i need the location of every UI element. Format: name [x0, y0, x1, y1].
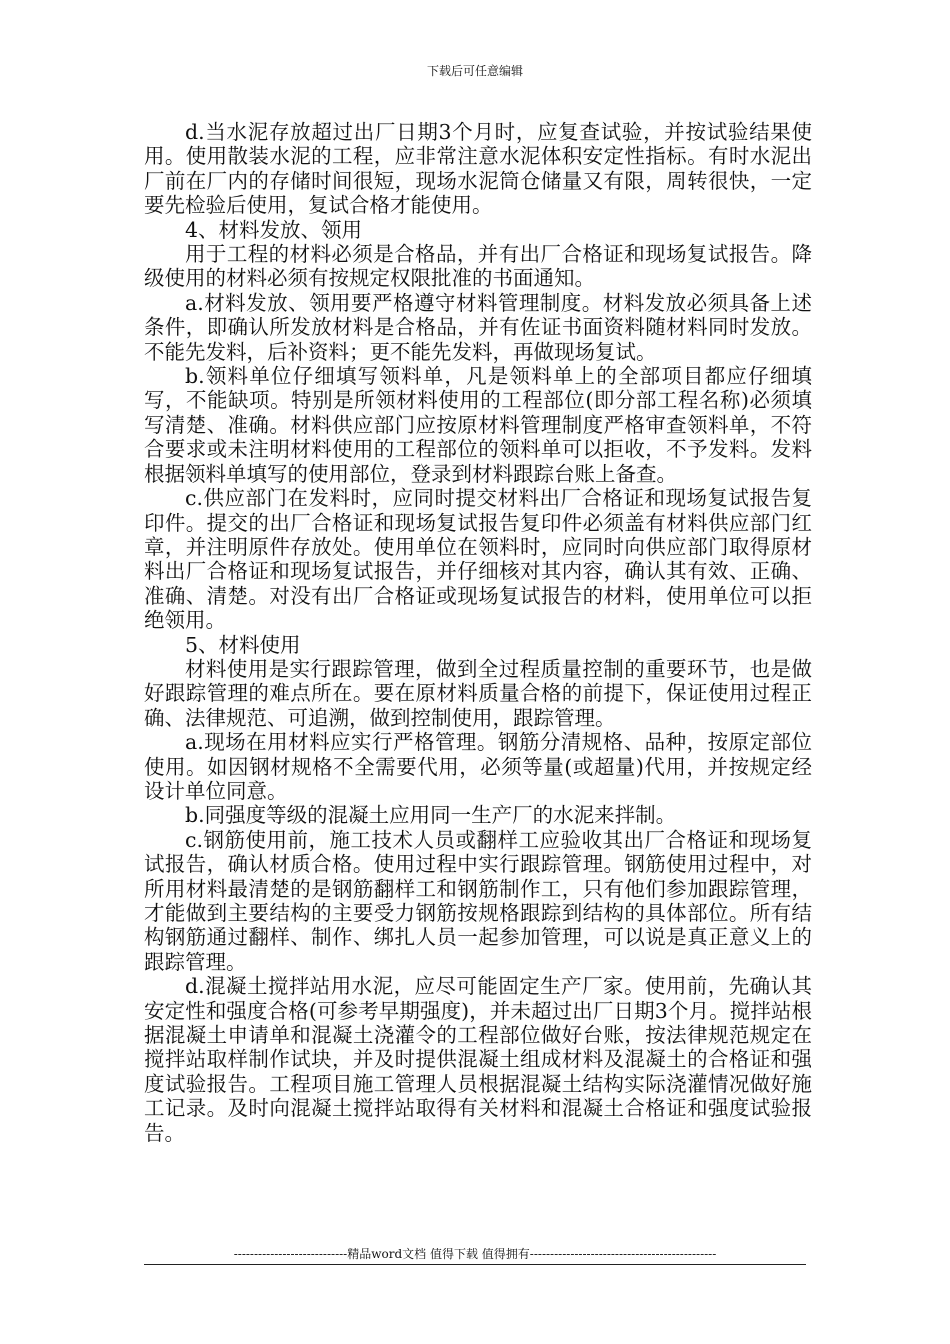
document-body	[144, 120, 812, 1145]
paragraph: 用于工程的材料必须是合格品，并有出厂合格证和现场复试报告。降级使用的材料必须有按规定权限批准的书面通知。	[144, 242, 812, 291]
paragraph: b.领料单位仔细填写领料单，凡是领料单上的全部项目都应仔细填写，不能缺项。特别是所领材料使用的工程部位(即分部工程名称)必须填写清楚、准确。材料供应部门应按原材料管理制度严格审查领料单，不符合要求或未注明材料使用的工程部位的领料单可以拒收，不予发料。发料根据领料单填写的使用部位，登录到材料跟踪台账上备查。	[144, 364, 812, 486]
paragraph: 材料使用是实行跟踪管理，做到全过程质量控制的重要环节，也是做好跟踪管理的难点所在。要在原材料质量合格的前提下，保证使用过程正确、法律规范、可追溯，做到控制使用，跟踪管理。	[144, 656, 812, 730]
page-footer: ----------------------------精品word文档 值得下载 值得拥有----------------------------------------------	[233, 1247, 717, 1261]
page-header: 下载后可任意编辑	[426, 64, 523, 78]
paragraph: a.材料发放、领用要严格遵守材料管理制度。材料发放必须具备上述条件，即确认所发放材料是合格品，并有佐证书面资料随材料同时发放。不能先发料，后补资料；更不能先发料，再做现场复试。	[144, 290, 812, 364]
footer-divider	[144, 1264, 806, 1265]
paragraph: c.钢筋使用前，施工技术人员或翻样工应验收其出厂合格证和现场复试报告，确认材质合格。使用过程中实行跟踪管理。钢筋使用过程中，对所用材料最清楚的是钢筋翻样工和钢筋制作工，只有他们参加跟踪管理，才能做到主要结构的主要受力钢筋按规格跟踪到结构的具体部位。所有结构钢筋通过翻样、制作、绑扎人员一起参加管理，可以说是真正意义上的跟踪管理。	[144, 827, 812, 974]
paragraph: c.供应部门在发料时，应同时提交材料出厂合格证和现场复试报告复印件。提交的出厂合格证和现场复试报告复印件必须盖有材料供应部门红章，并注明原件存放处。使用单位在领料时，应同时向供应部门取得原材料出厂合格证和现场复试报告，并仔细核对其内容，确认其有效、正确、准确、清楚。对没有出厂合格证或现场复试报告的材料，使用单位可以拒绝领用。	[144, 486, 812, 633]
paragraph: a.现场在用材料应实行严格管理。钢筋分清规格、品种，按原定部位使用。如因钢材规格不全需要代用，必须等量(或超量)代用，并按规定经设计单位同意。	[144, 730, 812, 803]
paragraph: d.当水泥存放超过出厂日期3个月时，应复查试验，并按试验结果使用。使用散装水泥的工程，应非常注意水泥体积安定性指标。有时水泥出厂前在厂内的存储时间很短，现场水泥筒仓储量又有限，周转很快，一定要先检验后使用，复试合格才能使用。	[144, 120, 812, 218]
section-heading: 5、材料使用	[185, 632, 301, 657]
paragraph: d.混凝土搅拌站用水泥，应尽可能固定生产厂家。使用前，先确认其安定性和强度合格(可参考早期强度)，并未超过出厂日期3个月。搅拌站根据混凝土申请单和混凝土浇灌令的工程部位做好台账，按法律规范规定在搅拌站取样制作试块，并及时提供混凝土组成材料及混凝土的合格证和强度试验报告。工程项目施工管理人员根据混凝土结构实际浇灌情况做好施工记录。及时向混凝土搅拌站取得有关材料和混凝土合格证和强度试验报告。	[144, 974, 812, 1145]
section-heading: 4、材料发放、领用	[185, 217, 363, 242]
paragraph: b.同强度等级的混凝土应用同一生产厂的水泥来拌制。	[185, 803, 677, 828]
